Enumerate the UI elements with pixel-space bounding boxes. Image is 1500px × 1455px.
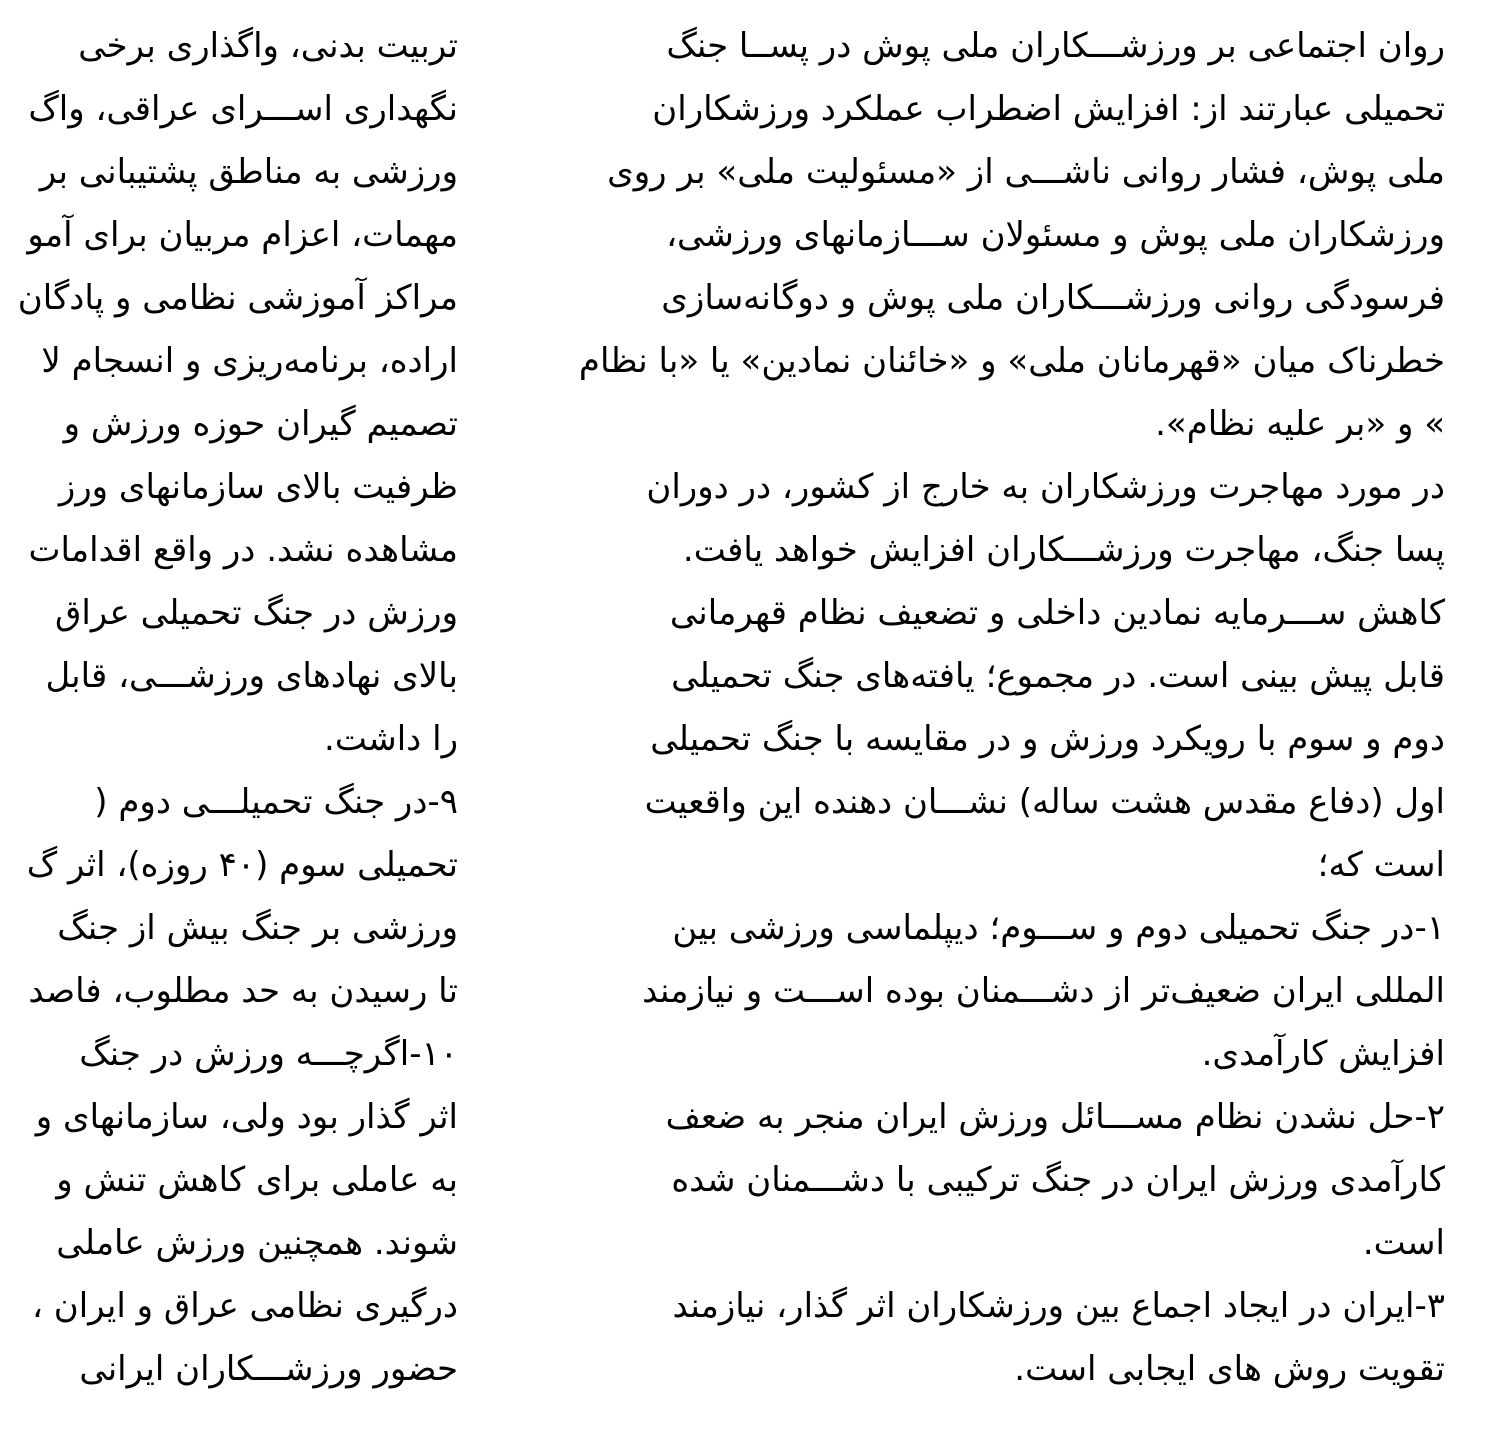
text-line: » و «بر علیه نظام». xyxy=(1155,404,1445,444)
text-line: مشاهده نشد. در واقع اقدامات xyxy=(28,530,458,570)
text-line: ورزشی بر جنگ بیش از جنگ xyxy=(57,908,458,948)
text-line: کارآمدی ورزش ایران در جنگ ترکیبی با دشـــمنان شده xyxy=(671,1160,1445,1200)
text-line: کاهش ســـرمایه نمادین داخلی و تضعیف نظام قهرمانی xyxy=(669,593,1445,633)
text-line: افزایش کارآمدی. xyxy=(1201,1034,1445,1074)
text-line: قابل پیش بینی است. در مجموع؛ یافته‌های جنگ تحمیلی xyxy=(671,656,1445,696)
text-line: تقویت روش های ایجابی است. xyxy=(1014,1349,1445,1389)
text-line: خطرناک میان «قهرمانان ملی» و «خائنان نمادین» یا «با نظام xyxy=(578,341,1445,381)
text-line: تحمیلی عبارتند از: افزایش اضطراب عملکرد ورزشکاران xyxy=(652,89,1445,129)
text-line: به عاملی برای کاهش تنش و xyxy=(56,1160,458,1200)
text-line: اثر گذار بود ولی، سازمانهای و xyxy=(35,1097,458,1137)
text-line: فرسودگی روانی ورزشـــکاران ملی پوش و دوگانه‌سازی xyxy=(661,278,1445,318)
text-line: ۱۰-اگرچـــه ورزش در جنگ xyxy=(79,1034,458,1074)
text-line: شوند. همچنین ورزش عاملی xyxy=(56,1223,458,1263)
text-line: بالای نهادهای ورزشـــی، قابل xyxy=(45,656,458,696)
text-line: تربیت بدنی، واگذاری برخی xyxy=(78,26,458,66)
text-line: المللی ایران ضعیف‌تر از دشـــمنان بوده اســـت و نیازمند xyxy=(642,971,1445,1011)
text-line: درگیری نظامی عراق و ایران ، xyxy=(31,1286,458,1326)
text-line: ورزشکاران ملی پوش و مسئولان ســـازمانهای ورزشی، xyxy=(666,215,1445,255)
text-line: ورزش در جنگ تحمیلی عراق xyxy=(54,593,458,633)
text-line: را داشت. xyxy=(324,719,458,759)
text-line: ظرفیت بالای سازمانهای ورز xyxy=(58,467,458,507)
text-line: است که؛ xyxy=(1317,845,1445,885)
text-line: مهمات، اعزام مربیان برای آمو xyxy=(27,215,458,255)
text-line: پسا جنگ، مهاجرت ورزشـــکاران افزایش خواهد یافت. xyxy=(682,530,1445,570)
text-line: ۲-حل نشدن نظام مســـائل ورزش ایران منجر به ضعف xyxy=(665,1097,1445,1137)
text-line: اول (دفاع مقدس هشت ساله) نشـــان دهنده این واقعیت xyxy=(644,782,1445,822)
text-line: است. xyxy=(1362,1223,1445,1263)
text-line: تحمیلی سوم (۴۰ روزه)، اثر گ xyxy=(26,845,458,885)
text-line: ۳-ایران در ایجاد اجماع بین ورزشکاران اثر گذار، نیازمند xyxy=(672,1286,1445,1326)
text-line: ملی پوش، فشار روانی ناشـــی از «مسئولیت ملی» بر روی xyxy=(607,152,1445,192)
text-line: نگهداری اســـرای عراقی، واگ xyxy=(28,89,458,129)
text-line: روان اجتماعی بر ورزشـــکاران ملی پوش در پســا جنگ xyxy=(666,26,1445,66)
text-line: ۹-در جنگ تحمیلـــی دوم ( xyxy=(94,782,458,822)
text-line: تصمیم گیران حوزه ورزش و xyxy=(63,404,458,444)
text-line: ۱-در جنگ تحمیلی دوم و ســـوم؛ دیپلماسی ورزشی بین xyxy=(672,908,1445,948)
right-text-column xyxy=(540,0,1445,1455)
text-line: در مورد مهاجرت ورزشکاران به خارج از کشور، در دوران xyxy=(646,467,1445,507)
text-line: حضور ورزشـــکاران ایرانی xyxy=(79,1349,458,1389)
left-text-column xyxy=(0,0,458,1455)
text-line: ورزشی به مناطق پشتیبانی بر xyxy=(39,152,458,192)
text-line: تا رسیدن به حد مطلوب، فاصد xyxy=(28,971,458,1011)
text-line: مراکز آموزشی نظامی و پادگان xyxy=(17,278,458,318)
text-line: دوم و سوم با رویکرد ورزش و در مقایسه با جنگ تحمیلی xyxy=(650,719,1445,759)
text-line: اراده، برنامه‌ریزی و انسجام لا xyxy=(41,341,458,381)
